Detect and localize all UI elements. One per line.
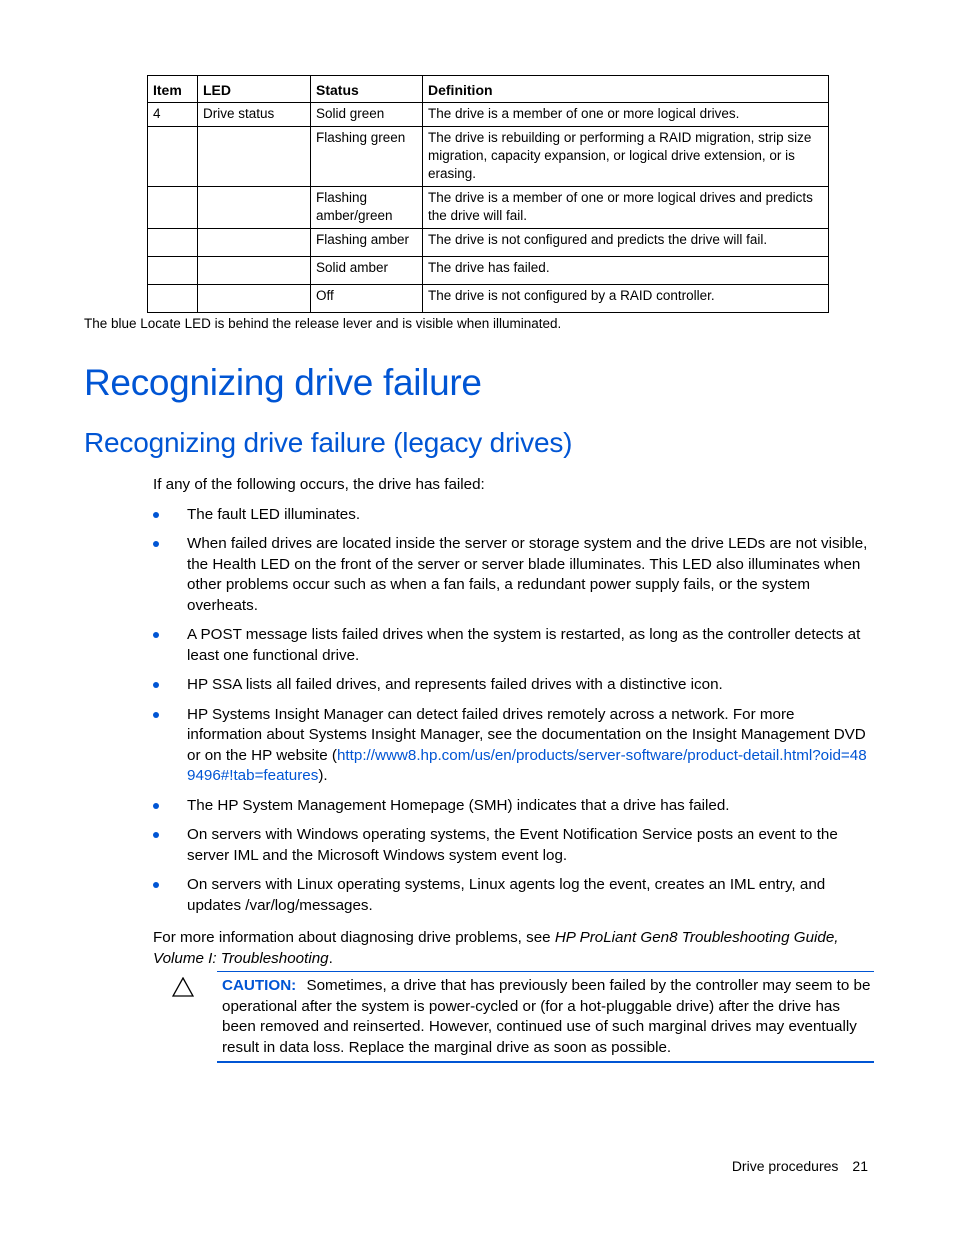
list-item-text: A POST message lists failed drives when the system is restarted, as long as the controller detects at least one functional drive. (187, 626, 861, 664)
cell-led (198, 127, 311, 187)
table-row (148, 127, 829, 187)
bullet-dot-icon (153, 512, 159, 518)
list-item-text: On servers with Linux operating systems, Linux agents log the event, creates an IML entry, and updates /var/log/messages. (187, 876, 826, 914)
cell-status: Off (311, 285, 423, 313)
list-item (153, 796, 871, 817)
led-status-table (147, 75, 829, 313)
list-item (153, 625, 871, 666)
cell-led (198, 285, 311, 313)
list-item-text: On servers with Windows operating systems, the Event Notification Service posts an event to the server IML and the Microsoft Windows system event log. (187, 826, 838, 864)
more-info-text: For more information about diagnosing drive problems, see (153, 929, 555, 946)
cell-definition: The drive is a member of one or more logical drives. (423, 103, 829, 127)
cell-definition: The drive is not configured by a RAID controller. (423, 285, 829, 313)
header-definition: Definition (423, 76, 829, 103)
list-item-text: When failed drives are located inside the server or storage system and the drive LEDs are not visible, the Health LED on the front of the server or server blade illuminates. This LED also illuminates when other problems occur such as when a fan fails, a redundant power supply fails, or the system overheats. (187, 535, 868, 614)
cell-item (148, 285, 198, 313)
caution-box (217, 971, 874, 1063)
table-row (148, 187, 829, 229)
list-item (153, 825, 871, 866)
list-item-text: HP Systems Insight Manager can detect failed drives remotely across a network. For more information about Systems Insight Manager, see the documentation on the Insight Management DVD or on the HP website ( (187, 705, 866, 764)
subsection-heading: Recognizing drive failure (legacy drives) (84, 427, 573, 458)
bullet-dot-icon (153, 541, 159, 547)
list-item-text-end: ). (318, 767, 328, 784)
cell-definition: The drive has failed. (423, 257, 829, 285)
table-row (148, 103, 829, 127)
list-item (153, 875, 871, 916)
intro-paragraph: If any of the following occurs, the drive has failed: (153, 476, 485, 493)
bullet-dot-icon (153, 632, 159, 638)
header-status: Status (311, 76, 423, 103)
list-item (153, 505, 871, 526)
cell-led: Drive status (198, 103, 311, 127)
cell-definition: The drive is a member of one or more logical drives and predicts the drive will fail. (423, 187, 829, 229)
cell-led (198, 187, 311, 229)
page-footer (732, 1158, 868, 1174)
hp-sim-website-link[interactable]: http://www8.hp.com/us/en/products/server-software/product-detail.html?oid=489496#!tab=features (187, 746, 867, 784)
cell-status: Solid amber (311, 257, 423, 285)
cell-status: Flashing green (311, 127, 423, 187)
cell-item (148, 187, 198, 229)
caution-label: CAUTION: (222, 977, 297, 994)
cell-definition: The drive is not configured and predicts the drive will fail. (423, 229, 829, 257)
more-info-end: . (328, 949, 333, 967)
list-item-text: The fault LED illuminates. (187, 505, 361, 523)
cell-item (148, 229, 198, 257)
cell-definition: The drive is rebuilding or performing a RAID migration, strip size migration, capacity expansion, or logical drive extension, or is erasing. (423, 127, 829, 187)
list-item-text: HP SSA lists all failed drives, and represents failed drives with a distinctive icon. (187, 676, 723, 693)
header-led: LED (198, 76, 311, 103)
cell-led (198, 257, 311, 285)
page-number: 21 (852, 1158, 868, 1174)
warning-triangle-icon (172, 977, 194, 997)
bullet-dot-icon (153, 682, 159, 688)
failure-indicator-list (153, 505, 871, 917)
cell-item (148, 127, 198, 187)
locate-led-note: The blue Locate LED is behind the release lever and is visible when illuminated. (84, 316, 562, 331)
list-item (153, 705, 871, 787)
cell-item: 4 (148, 103, 198, 127)
table-row (148, 229, 829, 257)
bullet-dot-icon (153, 832, 159, 838)
table-row (148, 285, 829, 313)
bullet-dot-icon (153, 882, 159, 888)
cell-status: Flashing amber (311, 229, 423, 257)
cell-item (148, 257, 198, 285)
more-info-paragraph (153, 928, 871, 969)
bullet-dot-icon (153, 803, 159, 809)
section-body (153, 475, 871, 978)
list-item (153, 675, 871, 696)
cell-status: Flashing amber/green (311, 187, 423, 229)
cell-led (198, 229, 311, 257)
footer-section-name: Drive procedures (731, 1158, 839, 1174)
list-item (153, 534, 871, 616)
guide-title: HP ProLiant Gen8 Troubleshooting Guide, Volume I: Troubleshooting (153, 929, 839, 967)
section-heading: Recognizing drive failure (84, 362, 482, 403)
list-item-text: The HP System Management Homepage (SMH) indicates that a drive has failed. (187, 796, 730, 814)
table-row (148, 257, 829, 285)
cell-status: Solid green (311, 103, 423, 127)
table-header-row (148, 76, 829, 103)
caution-text: Sometimes, a drive that has previously been failed by the controller may seem to be operational after the system is power-cycled or (for a hot-pluggable drive) after the drive has been removed and reinserted. However, continued use of such marginal drives may eventually result in data loss. Replace the marginal drive as soon as possible. (222, 977, 871, 1056)
bullet-dot-icon (153, 712, 159, 718)
header-item: Item (148, 76, 198, 103)
